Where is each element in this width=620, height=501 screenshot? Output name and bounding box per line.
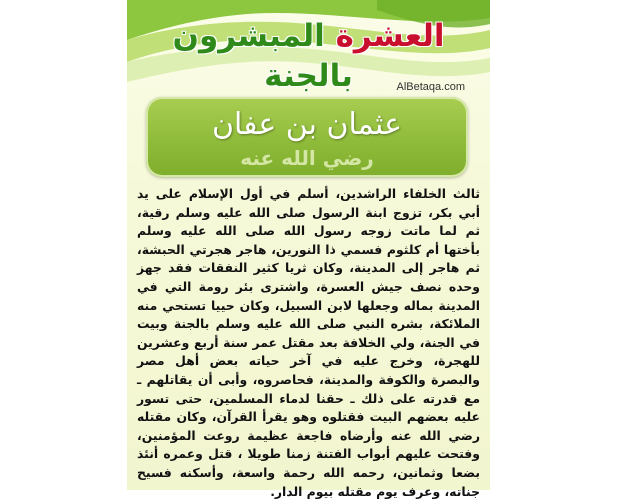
site-label: AlBetaqa.com — [396, 81, 465, 93]
title-part-red: العشرة — [335, 18, 445, 54]
title-part-green: المبشرون بالجنة — [172, 18, 353, 94]
honorific: رضي الله عنه — [240, 146, 374, 170]
name-banner — [146, 97, 468, 177]
card — [127, 0, 490, 499]
person-name: عثمان بن عفان — [212, 107, 402, 142]
biography-text: ثالث الخلفاء الراشدين، أسلم في أول الإسلام على يد أبي بكر، تزوج ابنة الرسول صلى الله عليه وسلم رقية، ثم لما ماتت زوجه رسول الله صلى الله عليه وسلم بأختها أم كلثوم فسمي ذا النورين، هاجر هجرتي الحبشة، ثم هاجر إلى المدينة، وكان ثريا كثير النفقات فقد جهز وحده نصف جيش العسرة، واشترى بئر رومة التي في المدينة بماله وجعلها لابن السبيل، وكان حييا تستحي منه الملائكة، بشره النبي صلى الله عليه وسلم بالجنة وبيت في الجنة، ولي الخلافة بعد مقتل عمر سنة أربع وعشرين للهجرة، وخرج عليه في آخر حياته بعض أهل مصر والبصرة والكوفة والمدينة، فحاصروه، وأبى أن يقاتلهم ـ مع قدرته على ذلك ـ حقنا لدماء المسلمين، حتى تسور عليه بعضهم البيت فقتلوه وهو يقرأ القرآن، وكان مقتله رضي الله عنه وأرضاه فاجعة عظيمة روعت المؤمنين، وفتحت عليهم أبواب الفتنة زمنا طويلا ، قتل وعمره أنئذ بضعا وثمانين، رحمه الله رحمة واسعة، وأسكنه فسيح جناته، وعرف يوم مقتله بيوم الدار. — [137, 186, 480, 499]
